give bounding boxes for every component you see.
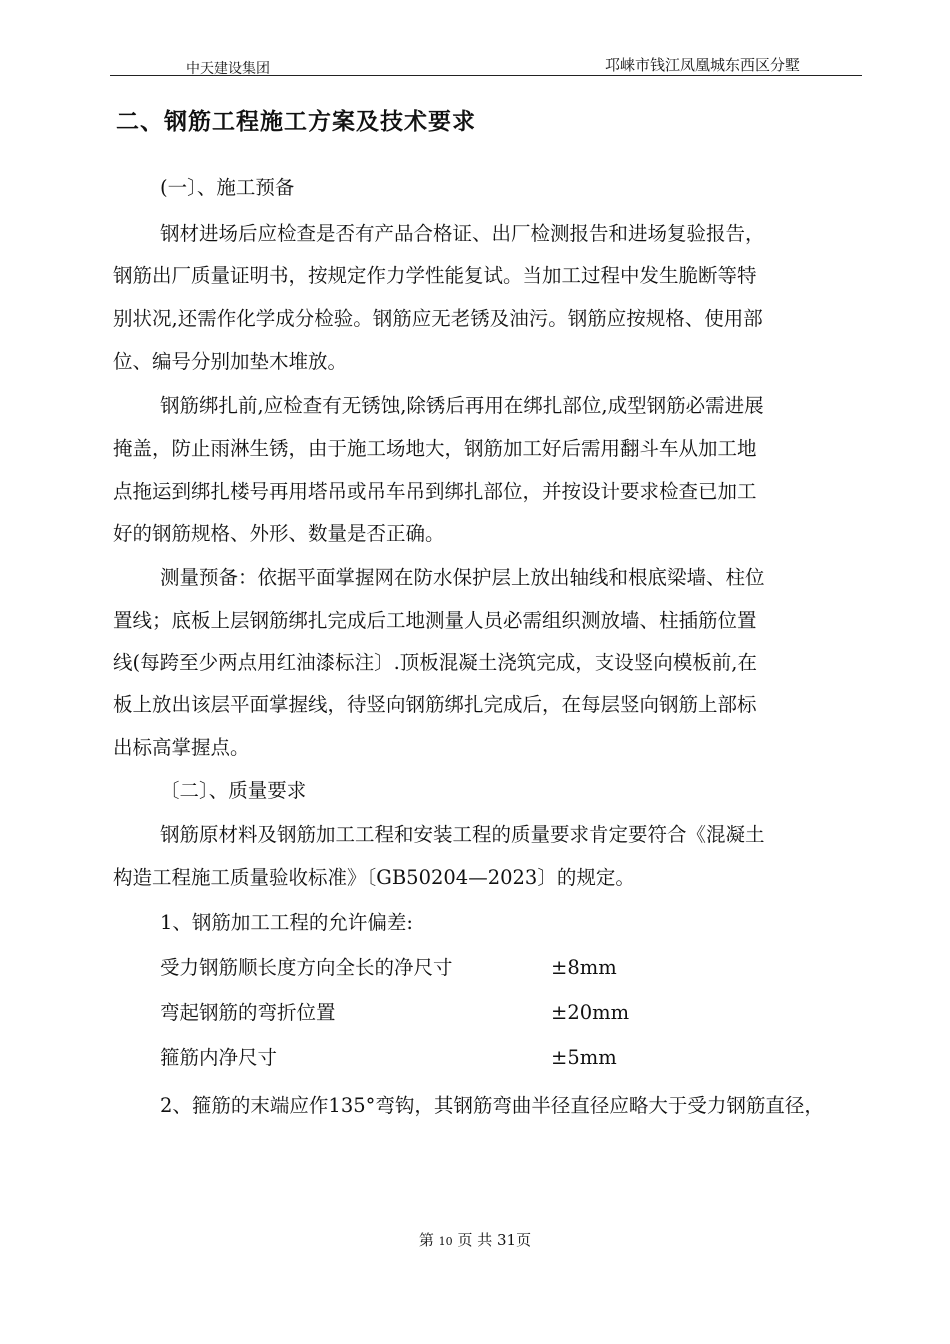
para3-line: 板上放出该层平面掌握线，待竖向钢筋绑扎完成后，在每层竖向钢筋上部标 xyxy=(113,693,757,716)
tolerance-label: 箍筋内净尺寸 xyxy=(160,1046,278,1069)
section1-heading: (一〕、施工预备 xyxy=(160,176,295,199)
para2-line: 钢筋绑扎前,应检查有无锈蚀,除锈后再用在绑扎部位,成型钢筋必需进展 xyxy=(160,394,764,417)
para3-line: 测量预备：依据平面掌握网在防水保护层上放出轴线和根底梁墙、柱位 xyxy=(160,566,765,589)
item1-heading: 1、钢筋加工工程的允许偏差: xyxy=(160,911,413,934)
para2-line: 掩盖，防止雨淋生锈，由于施工场地大，钢筋加工好后需用翻斗车从加工地 xyxy=(113,437,757,460)
header-project: 邛崃市钱江凤凰城东西区分墅 xyxy=(605,56,801,74)
page-number-footer xyxy=(0,1229,950,1250)
tolerance-value: ±5mm xyxy=(551,1046,617,1069)
footer-total: 31 xyxy=(497,1231,517,1249)
footer-middle: 页 共 xyxy=(457,1231,493,1249)
header-company: 中天建设集团 xyxy=(186,61,270,77)
para3-line: 置线；底板上层钢筋绑扎完成后工地测量人员必需组织测放墙、柱插筋位置 xyxy=(113,609,757,632)
para1-line: 钢材进场后应检查是否有产品合格证、出厂检测报告和进场复验报告， xyxy=(160,222,765,245)
tolerance-value: ±8mm xyxy=(551,956,617,979)
para1-line: 别状况,还需作化学成分检验。钢筋应无老锈及油污。钢筋应按规格、使用部 xyxy=(113,307,763,330)
tolerance-label: 受力钢筋顺长度方向全长的净尺寸 xyxy=(160,956,453,979)
para1-line: 位、编号分别加垫木堆放。 xyxy=(113,350,348,373)
para2-line: 点拖运到绑扎楼号再用塔吊或吊车吊到绑扎部位，并按设计要求检查已加工 xyxy=(113,480,757,503)
tolerance-value: ±20mm xyxy=(551,1001,630,1024)
tolerance-label: 弯起钢筋的弯折位置 xyxy=(160,1001,336,1024)
header-divider xyxy=(110,75,862,76)
item2-text: 2、箍筋的末端应作135°弯钩，其钢筋弯曲半径直径应略大于受力钢筋直径， xyxy=(160,1094,824,1117)
footer-page: 10 xyxy=(438,1235,453,1248)
footer-prefix: 第 xyxy=(418,1231,434,1249)
para2-line: 好的钢筋规格、外形、数量是否正确。 xyxy=(113,522,445,545)
footer-suffix: 页 xyxy=(516,1231,532,1249)
para4-line: 钢筋原材料及钢筋加工工程和安装工程的质量要求肯定要符合《混凝土 xyxy=(160,823,765,846)
para1-line: 钢筋出厂质量证明书，按规定作力学性能复试。当加工过程中发生脆断等特 xyxy=(113,264,757,287)
para3-line: 线(每跨至少两点用红油漆标注〕.顶板混凝土浇筑完成，支设竖向模板前,在 xyxy=(113,651,758,674)
para3-line: 出标高掌握点。 xyxy=(113,736,250,759)
para4-line: 构造工程施工质量验收标准》〔GB50204—2023〕的规定。 xyxy=(113,866,635,889)
page-title: 二、钢筋工程施工方案及技术要求 xyxy=(116,109,476,135)
section2-heading: 〔二〕、质量要求 xyxy=(160,779,307,802)
